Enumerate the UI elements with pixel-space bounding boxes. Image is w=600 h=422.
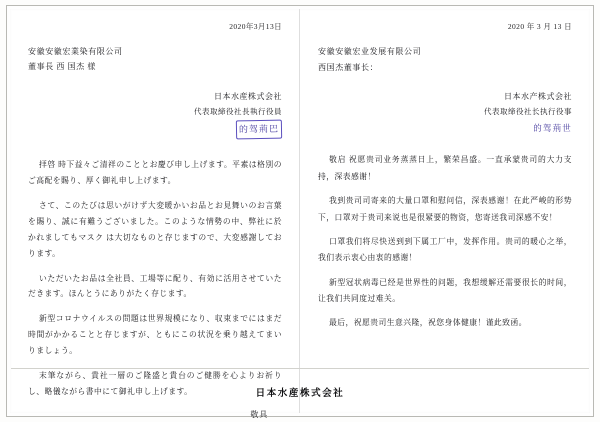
sender-block	[318, 90, 572, 136]
japanese-letter	[12, 9, 298, 420]
body-paragraph: 口罩我们将尽快送到到下属工厂中，发挥作用。贵司的暖心之举，我们表示衷心由衷的感谢！	[318, 236, 572, 263]
body-paragraph: いただいたお品は全社員、工場等に配り、有効に活用させていただきます。ほんとうにありがたく存じます。	[28, 273, 282, 299]
letter-date: 2020 年 3 月 13 日	[507, 22, 572, 31]
sender-title: 代表取缔役社长执行役事	[484, 106, 572, 116]
letter-body	[28, 157, 282, 401]
body-paragraph: 敬启 祝愿贵司业务蒸蒸日上，繁荣昌盛。一直承蒙贵司的大力支持，深表感谢！	[318, 155, 572, 181]
body-paragraph: 我到贵司司寄来的大量口罩和慰问信，深表感谢！在此严峻的形势下，口罩对于贵司来说也是很紧要的物资，您寄送我司深感不安！	[318, 196, 572, 222]
recipient-block	[28, 44, 282, 74]
recipient-company: 安徽安徽宏业发展有限公司	[318, 47, 422, 56]
footer-company-name: 日本水産株式会社	[255, 389, 345, 399]
sender-block	[28, 90, 282, 138]
letter-closing: 敬具	[250, 410, 268, 420]
recipient-person: 西国杰董事长：	[318, 63, 379, 72]
sender-company: 日本水産株式会社	[214, 92, 282, 102]
body-paragraph: さて、このたびは思いがけず大変暖かいお品とお見舞いのお言葉を賜り、誠に有難うございました。このような情勢の中、弊社に於かれましてもマスク は大切なものと存じますので、大変感謝しております。	[28, 200, 282, 258]
recipient-person: 董事長 西 国杰 様	[28, 62, 96, 72]
chinese-letter	[302, 9, 588, 413]
body-paragraph: 新型コロナウイルスの問題は世界規模になり、収束までにはまだ時間がかかることと存じますが、ともにこの状況を乗り越えてまいりましょう。	[28, 314, 282, 356]
letter-body	[318, 152, 572, 331]
sender-company: 日本水产株式会社	[504, 92, 572, 101]
recipient-company: 安徽安徽宏業染有限公司	[28, 47, 123, 56]
body-paragraph: 拝啓 時下益々ご清祥のこととお慶び申し上げます。平素は格別のご高配を賜り、厚く御礼申し上げます。	[28, 159, 282, 185]
body-paragraph: 新型冠状病毒已经是世界性的问题，我想缓解还需要很长的时间，让我们共同度过难关。	[318, 277, 572, 303]
seal-stamp: 的驾荊世	[533, 122, 572, 133]
page-divider	[299, 9, 300, 413]
footer-rule	[11, 368, 589, 369]
seal-stamp: 的驾荊巴	[236, 120, 282, 139]
sender-title: 代表取締役社長執行役員	[194, 107, 282, 117]
body-paragraph: 末筆ながら、貴社一層のご隆盛と貴台のご健勝を心よりお祈りし、略儀ながら書中にて御礼申し上げます。	[28, 371, 282, 397]
recipient-block	[318, 44, 572, 76]
letter-date: 2020年3月13日	[229, 22, 282, 31]
body-paragraph: 最后，祝愿贵司生意兴隆，祝您身体健康！谨此致函。	[329, 318, 527, 328]
footer	[11, 372, 589, 412]
